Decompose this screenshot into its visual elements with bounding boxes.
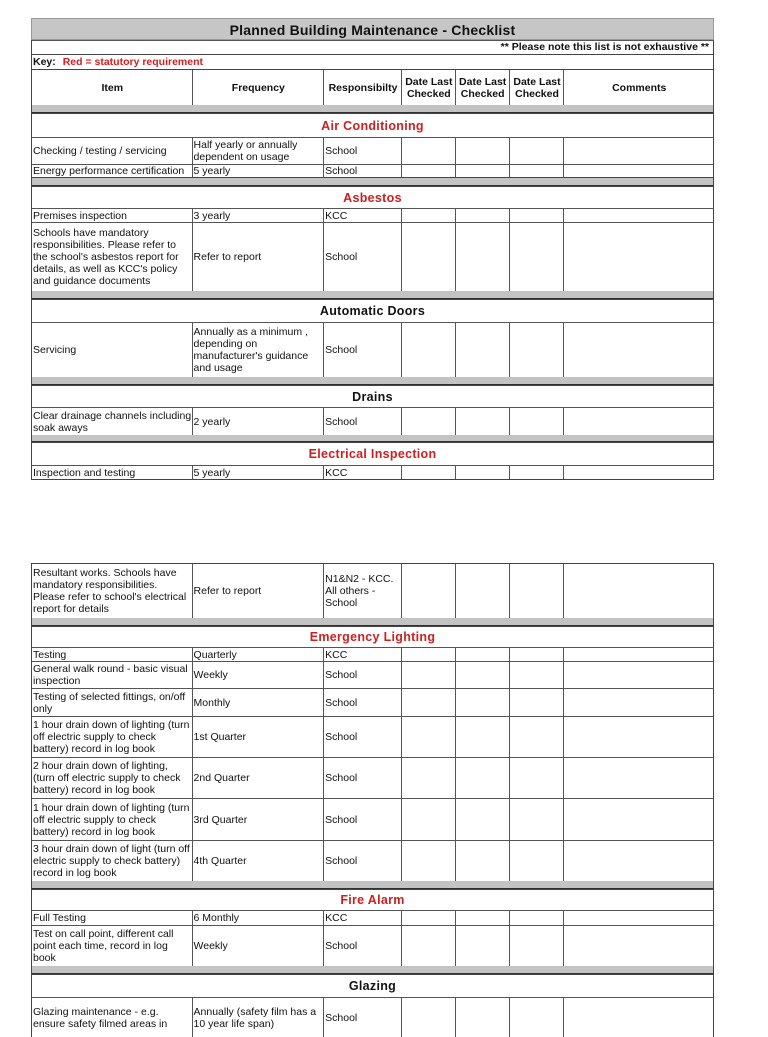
section-header-emergency-lighting: Emergency Lighting [31,626,714,647]
item-text: Glazing maintenance - e.g. ensure safety filmed areas in [33,1005,168,1030]
responsibility-text: N1&N2 - KCC. All others - School [325,573,394,609]
item-cell [32,323,193,377]
item-text: 1 hour drain down of lighting (turn off electric supply to check battery) record in log book [33,801,190,838]
date-checked-2-cell[interactable] [456,209,510,222]
date-checked-2-cell[interactable] [456,648,510,661]
frequency-text: Quarterly [193,648,237,661]
frequency-text: 2 yearly [193,415,231,428]
item-cell [32,689,193,716]
date-checked-3-cell[interactable] [510,223,565,291]
date-checked-1-cell[interactable] [402,209,456,222]
column-header-responsibility: Responsibilty [324,70,402,105]
frequency-text: Monthly [193,696,231,709]
comments-cell[interactable] [564,138,713,164]
section-separator [31,881,714,889]
date-checked-3-cell[interactable] [510,408,565,435]
responsibility-text: KCC [325,912,348,924]
comments-cell[interactable] [564,223,713,291]
item-cell [32,648,193,661]
responsibility-text: School [325,145,358,157]
comments-cell[interactable] [564,717,713,757]
item-text: Testing [33,648,67,661]
section-header-drains: Drains [31,385,714,407]
responsibility-cell [324,717,402,757]
column-header-date-1: Date Last Checked [402,70,456,105]
frequency-cell [193,466,325,479]
comments-cell[interactable] [564,648,713,661]
responsibility-cell [324,209,402,222]
frequency-cell [193,717,325,757]
date-checked-2-cell[interactable] [456,223,510,291]
date-checked-3-cell[interactable] [510,841,565,881]
date-checked-3-cell[interactable] [510,799,565,840]
date-checked-1-cell[interactable] [402,689,456,716]
section-header-asbestos: Asbestos [31,186,714,208]
section-separator [31,966,714,974]
date-checked-2-cell[interactable] [456,165,510,177]
frequency-cell [193,223,325,291]
comments-cell[interactable] [564,689,713,716]
section-separator [31,105,714,113]
frequency-cell [193,648,325,661]
section-separator [31,178,714,186]
date-checked-1-cell[interactable] [402,662,456,688]
comments-cell[interactable] [564,564,713,618]
item-cell [32,662,193,688]
item-cell [32,209,193,222]
item-cell [32,138,193,164]
date-checked-1-cell[interactable] [402,717,456,757]
item-cell [32,408,193,435]
section-header-fire-alarm: Fire Alarm [31,889,714,910]
item-text: Premises inspection [33,209,127,222]
comments-cell[interactable] [564,998,713,1037]
date-checked-1-cell[interactable] [402,998,456,1037]
item-cell [32,841,193,881]
checklist-row [31,840,714,881]
date-checked-3-cell[interactable] [510,209,565,222]
date-checked-2-cell[interactable] [456,758,510,798]
comments-cell[interactable] [564,911,713,925]
date-checked-1-cell[interactable] [402,758,456,798]
section-header-glazing: Glazing [31,974,714,997]
comments-cell[interactable] [564,799,713,840]
responsibility-cell [324,408,402,435]
frequency-text: Refer to report [193,585,262,597]
comments-cell[interactable] [564,841,713,881]
date-checked-2-cell[interactable] [456,662,510,688]
frequency-text: 5 yearly [193,466,231,479]
item-cell [32,998,193,1037]
responsibility-cell [324,799,402,840]
responsibility-text: School [325,415,358,428]
item-text: 1 hour drain down of lighting (turn off electric supply to check battery) record in log book [33,719,190,755]
checklist-row [31,716,714,757]
section-header-automatic-doors: Automatic Doors [31,299,714,322]
item-cell [32,165,193,177]
frequency-text: 1st Quarter [193,731,247,743]
date-checked-1-cell[interactable] [402,564,456,618]
date-checked-1-cell[interactable] [402,323,456,377]
frequency-cell [193,926,325,966]
frequency-cell [193,689,325,716]
date-checked-1-cell[interactable] [402,223,456,291]
checklist-row [31,407,714,435]
checklist-row [31,997,714,1037]
frequency-cell [193,408,325,435]
date-checked-1-cell[interactable] [402,648,456,661]
date-checked-3-cell[interactable] [510,323,565,377]
responsibility-cell [324,662,402,688]
frequency-cell [193,911,325,925]
date-checked-3-cell[interactable] [510,662,565,688]
date-checked-3-cell[interactable] [510,466,565,479]
checklist-row [31,910,714,925]
checklist-row [31,925,714,966]
frequency-cell [193,662,325,688]
responsibility-text: School [325,940,358,952]
section-header-air-conditioning: Air Conditioning [31,113,714,137]
comments-cell[interactable] [564,323,713,377]
checklist-row [31,661,714,688]
responsibility-cell [324,911,402,925]
date-checked-2-cell[interactable] [456,717,510,757]
responsibility-text: KCC [325,209,348,222]
date-checked-2-cell[interactable] [456,138,510,164]
comments-cell[interactable] [564,466,713,479]
frequency-text: 6 Monthly [193,912,240,924]
responsibility-text: KCC [325,466,348,479]
frequency-text: 2nd Quarter [193,772,250,784]
frequency-cell [193,998,325,1037]
responsibility-text: School [325,344,358,356]
section-separator [31,291,714,299]
date-checked-3-cell[interactable] [510,926,565,966]
date-checked-3-cell[interactable] [510,564,565,618]
item-text: Resultant works. Schools have mandatory responsibilities. Please refer to school's electrical report for details [33,567,187,615]
responsibility-cell [324,841,402,881]
date-checked-1-cell[interactable] [402,138,456,164]
responsibility-cell [324,165,402,177]
date-checked-3-cell[interactable] [510,648,565,661]
date-checked-3-cell[interactable] [510,998,565,1037]
column-header-date-2: Date Last Checked [456,70,510,105]
frequency-text: 5 yearly [193,165,231,177]
responsibility-cell [324,466,402,479]
item-cell [32,564,193,618]
section-header-electrical-inspection: Electrical Inspection [31,442,714,465]
checklist-row [31,688,714,716]
date-checked-3-cell[interactable] [510,138,565,164]
frequency-text: Refer to report [193,251,262,263]
item-text: 3 hour drain down of light (turn off electric supply to check battery) record in log book [33,843,190,879]
date-checked-1-cell[interactable] [402,926,456,966]
checklist-row [31,164,714,178]
date-checked-1-cell[interactable] [402,408,456,435]
date-checked-1-cell[interactable] [402,165,456,177]
column-header-row [31,69,714,105]
checklist-row [31,322,714,377]
responsibility-cell [324,926,402,966]
frequency-text: Half yearly or annually dependent on usage [193,139,298,163]
column-header-date-3: Date Last Checked [510,70,565,105]
comments-cell[interactable] [564,926,713,966]
frequency-text: Annually (safety film has a 10 year life span) [193,1005,317,1030]
checklist-row [31,137,714,164]
date-checked-3-cell[interactable] [510,689,565,716]
document-title: Planned Building Maintenance - Checklist [31,18,714,40]
date-checked-1-cell[interactable] [402,466,456,479]
item-text: Inspection and testing [33,466,136,479]
date-checked-2-cell[interactable] [456,841,510,881]
date-checked-2-cell[interactable] [456,926,510,966]
responsibility-text: School [325,855,358,867]
frequency-cell [193,564,325,618]
date-checked-2-cell[interactable] [456,998,510,1037]
item-cell [32,466,193,479]
comments-cell[interactable] [564,209,713,222]
responsibility-text: KCC [325,648,348,661]
item-cell [32,926,193,966]
comments-cell[interactable] [564,408,713,435]
frequency-text: 4th Quarter [193,855,247,867]
responsibility-cell [324,138,402,164]
checklist-row [31,465,714,480]
frequency-cell [193,758,325,798]
checklist-row [31,647,714,661]
checklist-row [31,798,714,840]
frequency-text: 3 yearly [193,209,231,222]
item-text: Testing of selected fittings, on/off only [33,690,186,715]
frequency-cell [193,841,325,881]
date-checked-2-cell[interactable] [456,564,510,618]
responsibility-text: School [325,813,358,826]
item-cell [32,758,193,798]
date-checked-2-cell[interactable] [456,689,510,716]
comments-cell[interactable] [564,758,713,798]
frequency-text: Weekly [193,940,228,952]
responsibility-cell [324,998,402,1037]
responsibility-text: School [325,165,358,177]
item-text: Energy performance certification [33,165,185,177]
item-text: Full Testing [33,912,86,924]
frequency-cell [193,209,325,222]
section-separator [31,377,714,385]
responsibility-cell [324,758,402,798]
date-checked-2-cell[interactable] [456,799,510,840]
comments-cell[interactable] [564,165,713,177]
responsibility-text: School [325,731,358,743]
frequency-cell [193,138,325,164]
responsibility-cell [324,223,402,291]
item-cell [32,911,193,925]
frequency-cell [193,165,325,177]
item-text: Servicing [33,344,77,356]
responsibility-cell [324,689,402,716]
item-cell [32,799,193,840]
date-checked-3-cell[interactable] [510,911,565,925]
item-text: Test on call point, different call point each time, record in log book [33,928,174,964]
item-cell [32,223,193,291]
date-checked-2-cell[interactable] [456,911,510,925]
date-checked-1-cell[interactable] [402,799,456,840]
date-checked-1-cell[interactable] [402,841,456,881]
checklist-row [31,222,714,291]
responsibility-text: School [325,1011,358,1024]
checklist-row [31,757,714,798]
date-checked-2-cell[interactable] [456,466,510,479]
key-value: Red = statutory requirement [62,56,204,68]
column-header-frequency: Frequency [193,70,325,105]
key-label: Key: [33,56,56,68]
section-separator [31,435,714,442]
checklist-row [31,563,714,618]
date-checked-1-cell[interactable] [402,911,456,925]
item-text: Clear drainage channels including soak aways [33,409,192,434]
responsibility-text: School [325,772,358,784]
date-checked-3-cell[interactable] [510,758,565,798]
key-legend [31,54,714,69]
responsibility-cell [324,564,402,618]
frequency-cell [193,799,325,840]
item-text: Schools have mandatory responsibilities. Please refer to the school's asbestos report for details, as well as KCC's policy and guidance documents [33,227,179,287]
date-checked-2-cell[interactable] [456,323,510,377]
item-text: General walk round - basic visual inspection [33,663,188,687]
disclaimer-note: ** Please note this list is not exhaustive ** [31,40,714,54]
frequency-text: Weekly [193,669,228,681]
responsibility-cell [324,323,402,377]
frequency-text: 3rd Quarter [193,813,248,826]
item-text: 2 hour drain down of lighting, (turn off electric supply to check battery) record in log book [33,760,181,796]
item-cell [32,717,193,757]
column-header-comments: Comments [612,81,667,94]
date-checked-2-cell[interactable] [456,408,510,435]
checklist-row [31,208,714,222]
date-checked-3-cell[interactable] [510,165,565,177]
responsibility-text: School [325,696,358,709]
frequency-text: Annually as a minimum , depending on manufacturer's guidance and usage [193,326,309,374]
date-checked-3-cell[interactable] [510,717,565,757]
column-header-item: Item [32,70,193,105]
frequency-cell [193,323,325,377]
responsibility-cell [324,648,402,661]
responsibility-text: School [325,669,358,681]
responsibility-text: School [325,251,358,263]
comments-cell[interactable] [564,662,713,688]
item-text: Checking / testing / servicing [33,145,167,157]
section-separator [31,618,714,626]
